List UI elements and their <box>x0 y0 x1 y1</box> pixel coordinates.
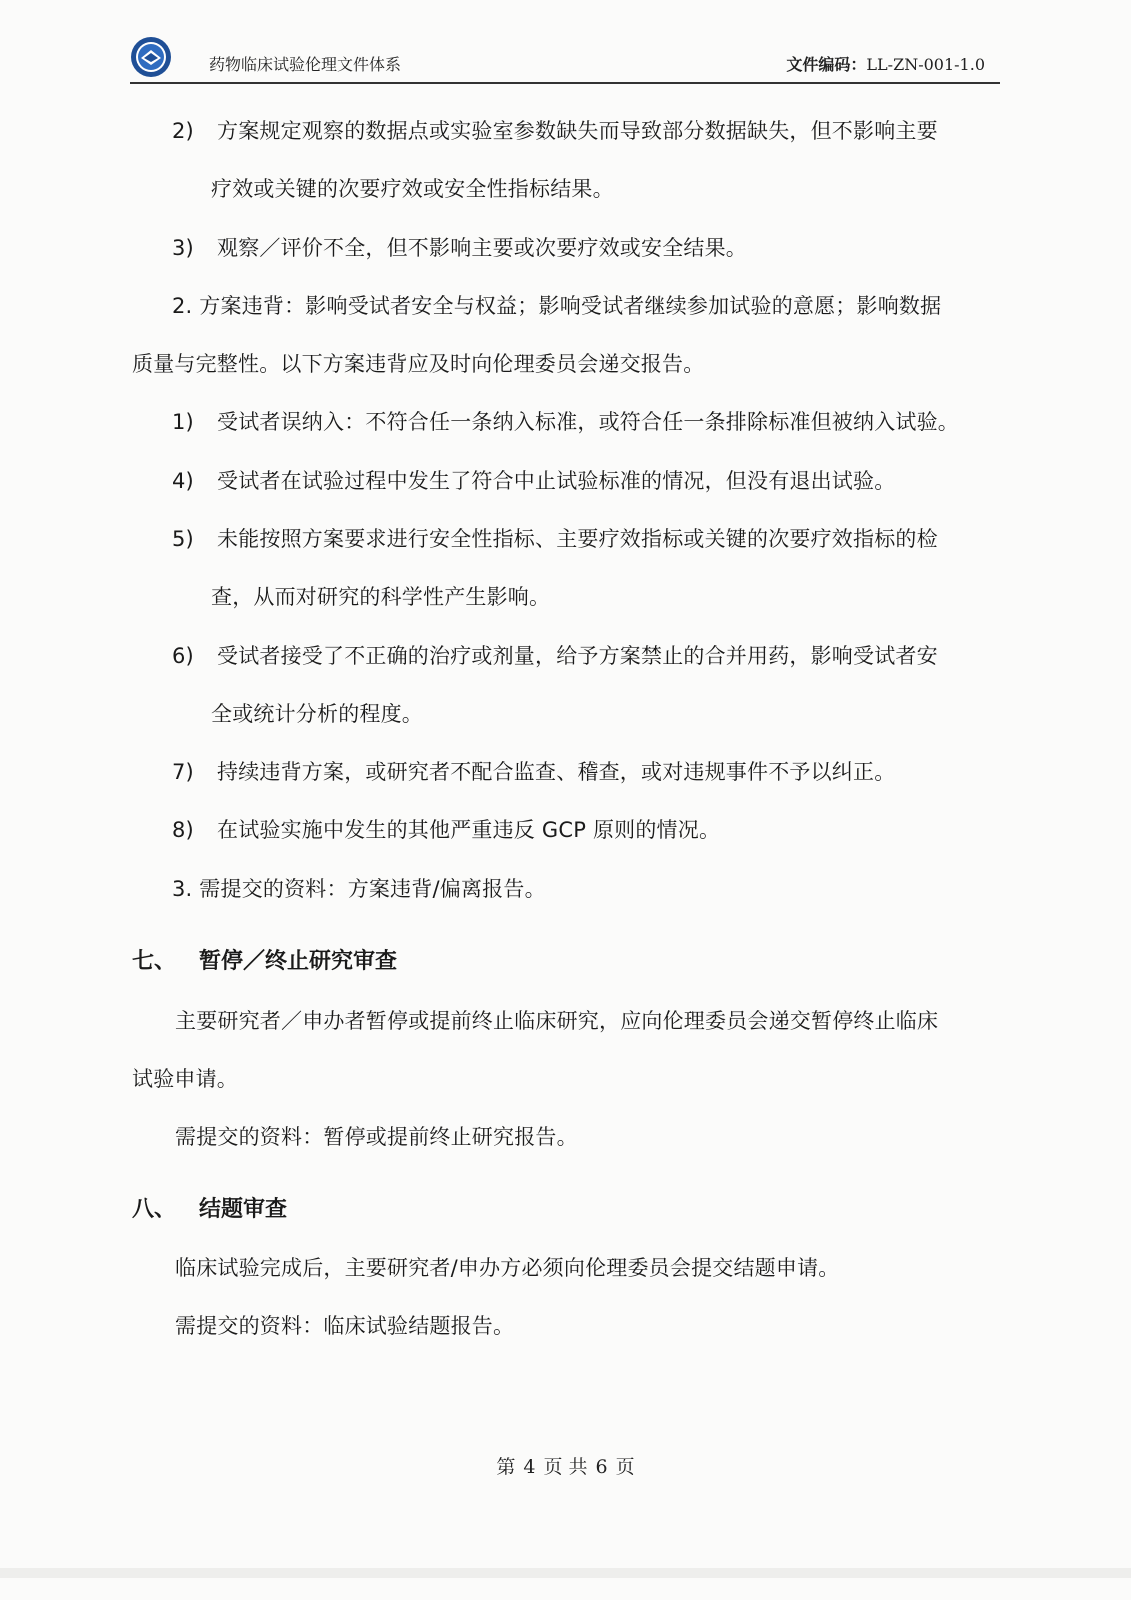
section-7-paragraph: 主要研究者／申办者暂停或提前终止临床研究，应向伦理委员会递交暂停终止临床 <box>175 1009 939 1033</box>
section-8-materials: 需提交的资料：临床试验结题报告。 <box>175 1314 515 1338</box>
page-header <box>130 30 1000 84</box>
page-number: 4 <box>523 1456 536 1478</box>
section-8-paragraph: 临床试验完成后，主要研究者/申办方必须向伦理委员会提交结题申请。 <box>175 1256 840 1280</box>
document-code-label: 文件编码： <box>786 55 867 74</box>
list-item-continuation: 疗效或关键的次要疗效或安全性指标结果。 <box>211 177 614 201</box>
paragraph-continuation: 质量与完整性。以下方案违背应及时向伦理委员会递交报告。 <box>132 352 705 376</box>
institution-logo-icon <box>130 36 172 78</box>
paragraph-protocol-violation: 2. 方案违背：影响受试者安全与权益；影响受试者继续参加试验的意愿；影响数据 <box>172 294 942 318</box>
page-footer: 第 4 页 共 6 页 <box>496 1456 635 1478</box>
list-item: 8) 在试验实施中发生的其他严重违反 GCP 原则的情况。 <box>172 818 721 842</box>
scan-edge-divider <box>0 1568 1131 1578</box>
document-code <box>786 52 985 75</box>
list-item-continuation: 全或统计分析的程度。 <box>211 702 423 726</box>
list-item: 7) 持续违背方案，或研究者不配合监查、稽查，或对违规事件不予以纠正。 <box>172 760 896 784</box>
section-7-materials: 需提交的资料：暂停或提前终止研究报告。 <box>175 1125 578 1149</box>
list-item: 4) 受试者在试验过程中发生了符合中止试验标准的情况，但没有退出试验。 <box>172 469 896 493</box>
page-total: 6 <box>595 1456 608 1478</box>
list-item: 6) 受试者接受了不正确的治疗或剂量，给予方案禁止的合并用药，影响受试者安 <box>172 644 938 668</box>
list-item-continuation: 查，从而对研究的科学性产生影响。 <box>211 585 551 609</box>
section-heading-8: 八、 结题审查 <box>132 1197 288 1222</box>
document-system-title: 药物临床试验伦理文件体系 <box>209 55 402 74</box>
list-item: 3) 观察／评价不全，但不影响主要或次要疗效或安全结果。 <box>172 236 747 260</box>
list-item: 2) 方案规定观察的数据点或实验室参数缺失而导致部分数据缺失，但不影响主要 <box>172 119 938 143</box>
document-code-value: LL-ZN-001-1.0 <box>866 55 985 74</box>
paragraph-required-materials: 3. 需提交的资料：方案违背/偏离报告。 <box>172 877 546 901</box>
section-heading-7: 七、 暂停／终止研究审查 <box>132 949 398 974</box>
list-item: 5) 未能按照方案要求进行安全性指标、主要疗效指标或关键的次要疗效指标的检 <box>172 527 938 551</box>
list-item: 1) 受试者误纳入：不符合任一条纳入标准，或符合任一条排除标准但被纳入试验。 <box>172 410 959 434</box>
section-7-paragraph-continuation: 试验申请。 <box>132 1067 238 1091</box>
